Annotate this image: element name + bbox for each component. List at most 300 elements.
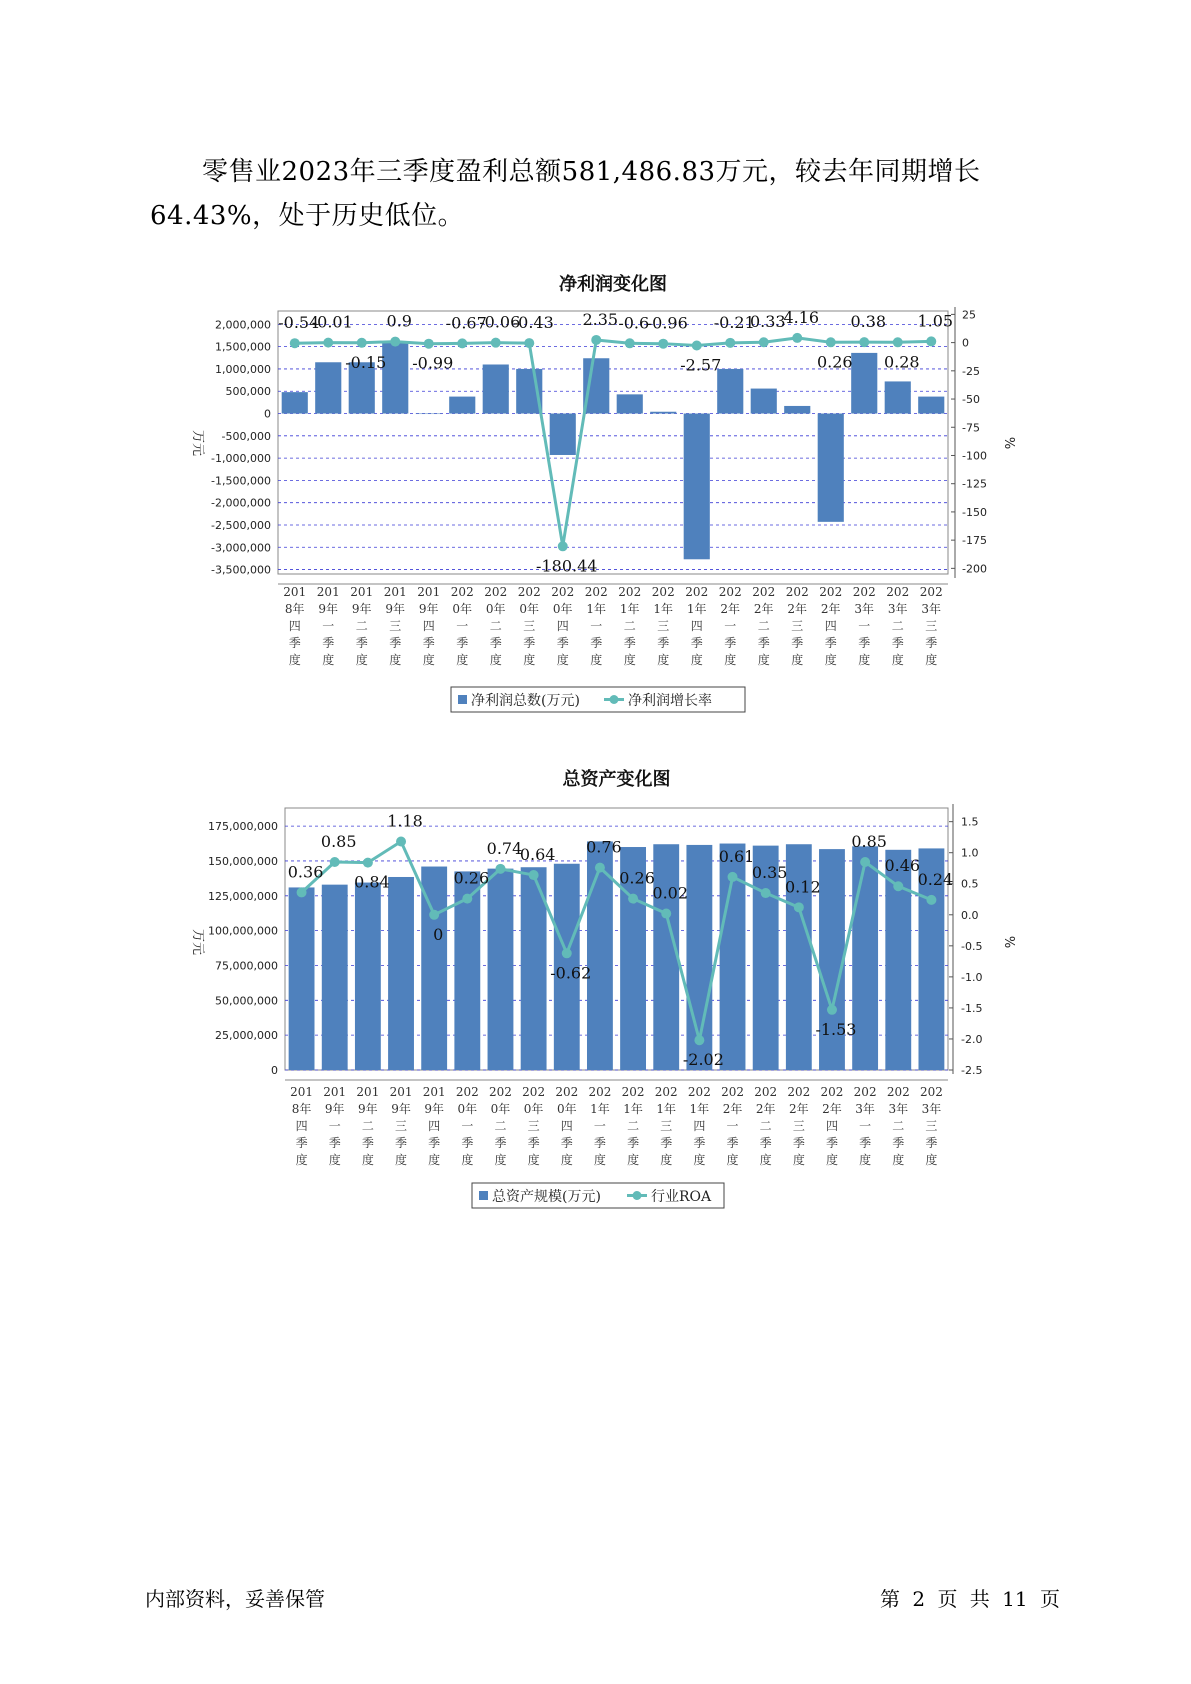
x-tick-label: 202	[489, 1085, 512, 1099]
y-tick-label: 75,000,000	[215, 959, 278, 973]
x-tick-label: 三	[389, 619, 402, 633]
y2-tick-label: 25	[962, 308, 976, 322]
y2-tick-label: 0.5	[961, 877, 979, 891]
x-tick-label: 度	[690, 653, 703, 667]
x-tick-label: 201	[316, 585, 340, 599]
y-tick-label: 1,500,000	[215, 340, 271, 354]
bar	[322, 885, 348, 1070]
x-tick-label: 季	[627, 1136, 640, 1150]
y2-tick-label: -25	[962, 364, 980, 378]
y2-tick-label: -125	[962, 477, 987, 491]
line-point	[893, 881, 903, 891]
x-tick-label: 季	[825, 1136, 838, 1150]
y-tick-label: 500,000	[225, 385, 271, 399]
x-tick-label: 3年	[921, 602, 942, 616]
x-tick-label: 3年	[888, 1102, 909, 1116]
line-point	[595, 863, 605, 873]
x-tick-label: 季	[288, 636, 301, 650]
x-tick-label: 三	[527, 1119, 540, 1133]
x-tick-label: 四	[428, 1119, 441, 1133]
y2-tick-label: -1.5	[961, 1001, 983, 1015]
footer-page-number: 第 2 页 共 11 页	[880, 1587, 1060, 1611]
x-tick-label: 201	[350, 585, 374, 599]
x-tick-label: 季	[389, 636, 402, 650]
x-tick-label: 度	[757, 653, 770, 667]
x-tick-label: 0年	[552, 602, 573, 616]
y2-tick-label: -1.0	[961, 970, 983, 984]
x-tick-label: 季	[295, 1136, 308, 1150]
line-point	[761, 888, 771, 898]
bar	[488, 869, 514, 1070]
x-tick-label: 度	[892, 1153, 905, 1167]
x-tick-label: 9年	[324, 1102, 345, 1116]
point-label: 0.24	[917, 869, 954, 889]
x-tick-label: 度	[590, 653, 603, 667]
line-point	[529, 870, 539, 880]
y-tick-label: 25,000,000	[215, 1029, 278, 1043]
y2-tick-label: 1.0	[961, 846, 979, 860]
x-tick-label: 季	[858, 636, 871, 650]
point-label: 0.26	[453, 868, 490, 888]
x-tick-label: 3年	[887, 602, 908, 616]
x-tick-label: 202	[852, 585, 876, 599]
x-tick-label: 度	[395, 1153, 408, 1167]
y-tick-label: 1,000,000	[215, 362, 271, 376]
x-tick-label: 二	[355, 619, 368, 633]
point-label: 0.26	[619, 868, 655, 888]
x-tick-label: 一	[859, 1119, 872, 1133]
y-tick-label: 2,000,000	[215, 318, 271, 332]
x-tick-label: 度	[288, 653, 301, 667]
point-label: 2.35	[582, 309, 619, 329]
x-tick-label: 3年	[855, 1102, 875, 1116]
point-label: 0.36	[287, 862, 324, 882]
x-tick-label: 季	[590, 636, 603, 650]
y-tick-label: -500,000	[221, 429, 271, 443]
x-tick-label: 201	[356, 1085, 380, 1099]
x-tick-label: 一	[724, 619, 737, 633]
legend-label: 净利润总数(万元)	[471, 693, 580, 709]
x-tick-label: 度	[328, 1153, 341, 1167]
x-tick-label: 二	[757, 619, 770, 633]
y2-tick-label: 0	[962, 336, 969, 350]
y-tick-label: -1,000,000	[211, 452, 271, 466]
point-label: 0.28	[883, 352, 920, 372]
line-point	[694, 1035, 704, 1045]
x-tick-label: 度	[295, 1153, 308, 1167]
x-tick-label: 四	[693, 1119, 706, 1133]
x-tick-label: 0年	[485, 602, 506, 616]
line-point	[562, 948, 572, 958]
x-tick-label: 季	[461, 1136, 474, 1150]
x-tick-label: 202	[721, 1085, 744, 1099]
x-tick-label: 度	[627, 1153, 640, 1167]
x-tick-label: 202	[517, 585, 541, 599]
point-label: -0.62	[550, 963, 592, 983]
x-tick-label: 1年	[586, 602, 607, 616]
x-tick-label: 202	[555, 1085, 579, 1099]
y2-tick-label: 1.5	[961, 815, 979, 829]
x-tick-label: 202	[651, 585, 675, 599]
y2-tick-label: -175	[962, 534, 987, 548]
point-label: 0.64	[519, 845, 556, 865]
x-tick-label: 四	[288, 619, 301, 633]
point-label: -2.57	[680, 355, 722, 375]
x-tick-label: 一	[726, 1119, 739, 1133]
point-label: 0.85	[851, 832, 887, 852]
point-label: 1.05	[917, 311, 954, 331]
x-tick-label: 度	[560, 1153, 573, 1167]
line-point	[628, 894, 638, 904]
y-tick-label: -3,000,000	[211, 541, 271, 555]
line-point	[396, 837, 406, 847]
x-tick-label: 1年	[656, 1102, 677, 1116]
point-label: -0.6	[618, 313, 650, 333]
x-tick-label: 1年	[653, 602, 674, 616]
x-tick-label: 四	[560, 1119, 573, 1133]
x-tick-label: 度	[322, 653, 335, 667]
legend-label: 行业ROA	[651, 1189, 712, 1205]
y2-tick-label: -100	[962, 449, 987, 463]
x-tick-label: 季	[726, 1136, 739, 1150]
x-tick-label: 三	[657, 619, 670, 633]
x-tick-label: 季	[892, 1136, 905, 1150]
point-label: 0.74	[486, 838, 523, 858]
x-tick-label: 季	[925, 1136, 938, 1150]
y-tick-label: -3,500,000	[211, 563, 271, 577]
x-tick-label: 202	[687, 1085, 711, 1099]
x-tick-label: 0年	[457, 1102, 478, 1116]
y-tick-label: 100,000,000	[208, 924, 278, 938]
x-tick-label: 三	[792, 1119, 805, 1133]
line-point	[462, 894, 472, 904]
footer-confidential: 内部资料，妥善保管	[145, 1587, 325, 1611]
y2-tick-label: -75	[962, 421, 980, 435]
x-tick-label: 9年	[351, 602, 372, 616]
x-tick-label: 度	[891, 653, 904, 667]
x-tick-label: 季	[593, 1136, 606, 1150]
y-tick-label: 125,000,000	[208, 889, 278, 903]
x-tick-label: 202	[787, 1085, 811, 1099]
x-tick-label: 2年	[787, 602, 808, 616]
x-tick-label: 度	[527, 1153, 540, 1167]
x-tick-label: 度	[825, 1153, 838, 1167]
bar	[355, 883, 381, 1070]
x-tick-label: 二	[627, 1119, 640, 1133]
x-tick-label: 季	[322, 636, 335, 650]
point-label: -0.43	[512, 313, 554, 333]
x-tick-label: 1年	[686, 602, 707, 616]
point-label: 4.16	[783, 307, 820, 327]
x-tick-label: 2年	[789, 1102, 809, 1116]
x-tick-label: 度	[824, 653, 837, 667]
x-tick-label: 度	[422, 653, 435, 667]
x-tick-label: 度	[593, 1153, 606, 1167]
x-tick-label: 度	[461, 1153, 474, 1167]
x-tick-label: 2年	[820, 602, 841, 616]
chart-title: 总资产变化图	[562, 769, 671, 790]
x-tick-label: 度	[355, 653, 368, 667]
x-tick-label: 四	[825, 1119, 838, 1133]
bar	[653, 844, 679, 1070]
x-tick-label: 一	[328, 1119, 341, 1133]
legend-line-marker	[633, 1191, 642, 1200]
point-label: 0.02	[652, 883, 689, 903]
x-tick-label: 1年	[619, 602, 640, 616]
x-tick-label: 三	[925, 619, 938, 633]
x-tick-label: 201	[283, 585, 307, 599]
x-tick-label: 一	[858, 619, 871, 633]
x-tick-label: 季	[925, 636, 938, 650]
x-tick-label: 度	[693, 1153, 706, 1167]
x-tick-label: 3年	[854, 602, 875, 616]
line-point	[297, 887, 307, 897]
x-tick-label: 9年	[318, 602, 339, 616]
x-tick-label: 二	[892, 1119, 905, 1133]
point-label: -0.06	[479, 312, 521, 332]
x-tick-label: 四	[422, 619, 435, 633]
x-tick-label: 0年	[490, 1102, 511, 1116]
x-tick-label: 季	[361, 1136, 374, 1150]
y-tick-label: 150,000,000	[208, 854, 278, 868]
x-tick-label: 季	[328, 1136, 341, 1150]
x-tick-label: 202	[450, 585, 474, 599]
x-tick-label: 季	[757, 636, 770, 650]
x-tick-label: 2年	[753, 602, 774, 616]
line-point	[860, 857, 870, 867]
x-tick-label: 度	[456, 653, 469, 667]
x-tick-label: 季	[792, 1136, 805, 1150]
point-label: 0	[433, 924, 444, 944]
bar	[388, 877, 414, 1070]
x-tick-label: 三	[791, 619, 804, 633]
x-tick-label: 三	[925, 1119, 938, 1133]
x-tick-label: 8年	[291, 1102, 312, 1116]
x-tick-label: 四	[295, 1119, 308, 1133]
x-tick-label: 2年	[720, 602, 741, 616]
x-tick-label: 201	[389, 1085, 413, 1099]
x-tick-label: 三	[523, 619, 536, 633]
y2-tick-label: -2.5	[961, 1064, 983, 1077]
x-tick-label: 201	[383, 585, 407, 599]
point-label: 1.18	[387, 811, 423, 831]
x-tick-label: 度	[428, 1153, 441, 1167]
point-label: -1.53	[815, 1019, 857, 1039]
x-tick-label: 202	[654, 1085, 678, 1099]
x-tick-label: 一	[593, 1119, 606, 1133]
x-tick-label: 202	[455, 1085, 479, 1099]
x-tick-label: 度	[726, 1153, 739, 1167]
x-tick-label: 201	[290, 1085, 314, 1099]
x-tick-label: 202	[785, 585, 809, 599]
y-tick-label: -1,500,000	[211, 474, 271, 488]
x-tick-label: 度	[657, 653, 670, 667]
point-label: 0.46	[884, 856, 921, 876]
x-tick-label: 2年	[722, 1102, 743, 1116]
line-point	[330, 857, 340, 867]
x-tick-label: 202	[718, 585, 742, 599]
point-label: -0.21	[713, 312, 755, 332]
x-tick-label: 9年	[385, 602, 406, 616]
x-tick-label: 202	[919, 1085, 943, 1099]
line-point	[495, 864, 505, 874]
x-tick-label: 201	[323, 1085, 347, 1099]
x-tick-label: 度	[792, 1153, 805, 1167]
x-tick-label: 一	[456, 619, 469, 633]
x-tick-label: 度	[859, 1153, 872, 1167]
point-label: 0.84	[354, 872, 390, 892]
x-tick-label: 度	[858, 653, 871, 667]
y-tick-label: 175,000,000	[208, 820, 278, 834]
x-tick-label: 9年	[358, 1102, 378, 1116]
y2-tick-label: -200	[962, 562, 987, 576]
x-tick-label: 季	[422, 636, 435, 650]
y2-tick-label: 0.0	[961, 908, 979, 922]
x-tick-label: 度	[759, 1153, 772, 1167]
point-label: -0.67	[445, 313, 487, 333]
x-tick-label: 9年	[391, 1102, 411, 1116]
x-tick-label: 季	[657, 636, 670, 650]
legend-label: 总资产规模(万元)	[492, 1189, 601, 1205]
point-label: -0.96	[646, 313, 688, 333]
x-tick-label: 0年	[556, 1102, 577, 1116]
x-tick-label: 季	[560, 1136, 573, 1150]
x-tick-label: 季	[690, 636, 703, 650]
x-tick-label: 度	[494, 1153, 507, 1167]
x-tick-label: 季	[395, 1136, 408, 1150]
point-label: -0.54	[278, 313, 320, 333]
point-label: 0.38	[850, 312, 887, 332]
y-tick-label: 50,000,000	[215, 994, 278, 1008]
x-tick-label: 度	[556, 653, 569, 667]
y-axis-label: 万元	[190, 928, 205, 956]
line-point	[827, 1005, 837, 1015]
x-tick-label: 季	[456, 636, 469, 650]
x-tick-label: 201	[417, 585, 441, 599]
x-tick-label: 度	[389, 653, 402, 667]
x-tick-label: 度	[523, 653, 536, 667]
x-tick-label: 度	[724, 653, 737, 667]
x-tick-label: 季	[523, 636, 536, 650]
x-tick-label: 202	[621, 1085, 645, 1099]
x-tick-label: 202	[853, 1085, 877, 1099]
x-tick-label: 1年	[689, 1102, 710, 1116]
point-label: 0.9	[386, 311, 412, 331]
x-tick-label: 202	[820, 1085, 844, 1099]
x-tick-label: 8年	[284, 602, 305, 616]
line-point	[728, 872, 738, 882]
y2-tick-label: -50	[962, 393, 980, 407]
x-tick-label: 202	[522, 1085, 546, 1099]
x-tick-label: 三	[660, 1119, 673, 1133]
point-label: 0.35	[751, 863, 788, 883]
x-tick-label: 度	[791, 653, 804, 667]
x-tick-label: 201	[422, 1085, 446, 1099]
x-tick-label: 202	[484, 585, 508, 599]
x-tick-label: 202	[886, 1085, 910, 1099]
legend-bar-swatch	[479, 1191, 488, 1200]
x-tick-label: 202	[886, 585, 910, 599]
x-tick-label: 季	[759, 1136, 772, 1150]
x-tick-label: 202	[618, 585, 642, 599]
x-tick-label: 季	[724, 636, 737, 650]
x-tick-label: 季	[428, 1136, 441, 1150]
line-point	[926, 895, 936, 905]
x-tick-label: 季	[891, 636, 904, 650]
x-tick-label: 季	[693, 1136, 706, 1150]
y-tick-label: 0	[264, 407, 271, 421]
y2-axis-label: %	[1001, 935, 1016, 949]
summary-text: 零售业2023年三季度盈利总额581,486.83万元，较去年同期增长64.43%，处于历史低位。	[150, 157, 981, 231]
x-tick-label: 1年	[623, 1102, 643, 1116]
x-tick-label: 二	[489, 619, 502, 633]
x-tick-label: 季	[556, 636, 569, 650]
x-tick-label: 季	[791, 636, 804, 650]
x-tick-label: 1年	[590, 1102, 610, 1116]
x-tick-label: 二	[361, 1119, 374, 1133]
point-label: 0.12	[785, 877, 821, 897]
x-tick-label: 3年	[921, 1102, 942, 1116]
y2-axis-label: %	[1001, 436, 1016, 450]
x-tick-label: 二	[494, 1119, 507, 1133]
x-tick-label: 二	[891, 619, 904, 633]
bar	[289, 887, 315, 1070]
x-tick-label: 季	[494, 1136, 507, 1150]
x-tick-label: 202	[919, 585, 943, 599]
x-tick-label: 9年	[418, 602, 439, 616]
x-tick-label: 季	[355, 636, 368, 650]
x-tick-label: 四	[824, 619, 837, 633]
x-tick-label: 度	[660, 1153, 673, 1167]
x-tick-label: 季	[824, 636, 837, 650]
x-tick-label: 0年	[523, 1102, 544, 1116]
y-tick-label: -2,000,000	[211, 496, 271, 510]
chart-title: 净利润变化图	[559, 274, 667, 295]
line-point	[661, 909, 671, 919]
y2-tick-label: -0.5	[961, 939, 983, 953]
point-label: 0.61	[718, 846, 755, 866]
point-label: -0.99	[412, 353, 454, 373]
point-label: -180.44	[536, 556, 598, 576]
x-tick-label: 202	[754, 1085, 778, 1099]
x-tick-label: 度	[489, 653, 502, 667]
x-tick-label: 二	[623, 619, 636, 633]
y-tick-label: 0	[271, 1064, 278, 1077]
x-tick-label: 0年	[519, 602, 540, 616]
x-tick-label: 202	[685, 585, 709, 599]
y2-tick-label: -2.0	[961, 1032, 983, 1046]
x-tick-label: 2年	[755, 1102, 776, 1116]
line-point	[429, 910, 439, 920]
y-tick-label: -2,500,000	[211, 518, 271, 532]
x-tick-label: 9年	[424, 1102, 444, 1116]
point-label: 0.76	[586, 837, 622, 857]
x-tick-label: 度	[925, 653, 938, 667]
x-tick-label: 四	[556, 619, 569, 633]
x-tick-label: 度	[925, 1153, 938, 1167]
point-label: -0.15	[345, 352, 387, 372]
x-tick-label: 季	[527, 1136, 540, 1150]
x-tick-label: 季	[859, 1136, 872, 1150]
x-tick-label: 季	[623, 636, 636, 650]
point-label: 0.33	[749, 312, 786, 332]
legend-label: 净利润增长率	[628, 693, 712, 709]
point-label: -0.01	[311, 312, 353, 332]
x-tick-label: 季	[660, 1136, 673, 1150]
x-tick-label: 一	[322, 619, 335, 633]
x-tick-label: 度	[623, 653, 636, 667]
x-tick-label: 四	[690, 619, 703, 633]
